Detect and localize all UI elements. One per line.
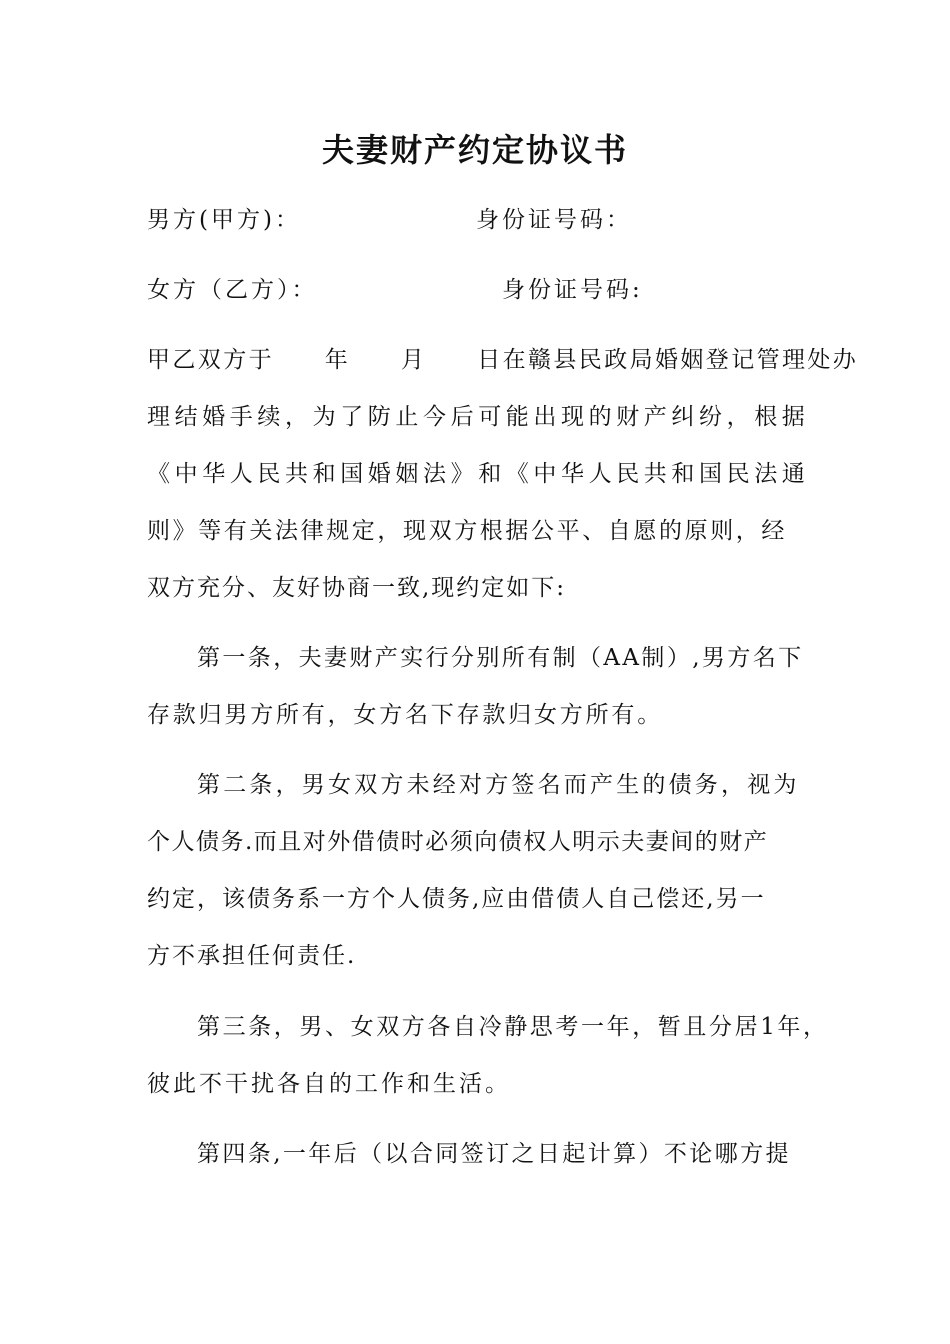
article-1-line: 第一条，夫妻财产实行分别所有制（AA制）,男方名下: [197, 645, 804, 671]
preamble-line: 理结婚手续，为了防止今后可能出现的财产纠纷，根据: [147, 404, 810, 430]
article-4-line: 第四条,一年后（以合同签订之日起计算）不论哪方提: [197, 1141, 791, 1167]
document-title: 夫妻财产约定协议书: [321, 131, 628, 169]
female-id-label: 身份证号码:: [502, 277, 643, 303]
preamble-line: 《中华人民共和国婚姻法》和《中华人民共和国民法通: [147, 461, 810, 487]
preamble-line: 则》等有关法律规定，现双方根据公平、自愿的原则，经: [147, 518, 787, 544]
preamble-line: 双方充分、友好协商一致,现约定如下:: [147, 575, 567, 601]
article-2-line: 约定，该债务系一方个人债务,应由借债人自己偿还,另一: [147, 886, 766, 912]
article-3-line: 彼此不干扰各自的工作和生活。: [147, 1071, 511, 1097]
article-2-line: 个人债务.而且对外借债时必须向债权人明示夫妻间的财产: [147, 829, 769, 855]
preamble-line: 甲乙双方于 年 月 日在赣县民政局婚姻登记管理处办: [147, 347, 859, 373]
article-2-line: 第二条，男女双方未经对方签名而产生的债务，视为: [197, 772, 800, 798]
article-2-line: 方不承担任何责任.: [147, 943, 357, 969]
article-3-line: 第三条，男、女双方各自冷静思考一年，暂且分居1年，: [197, 1014, 829, 1040]
article-1-line: 存款归男方所有，女方名下存款归女方所有。: [147, 702, 663, 728]
female-party-label: 女方（乙方）：: [147, 277, 318, 303]
male-id-label: 身份证号码：: [476, 207, 632, 233]
male-party-label: 男方(甲方)：: [147, 207, 301, 233]
